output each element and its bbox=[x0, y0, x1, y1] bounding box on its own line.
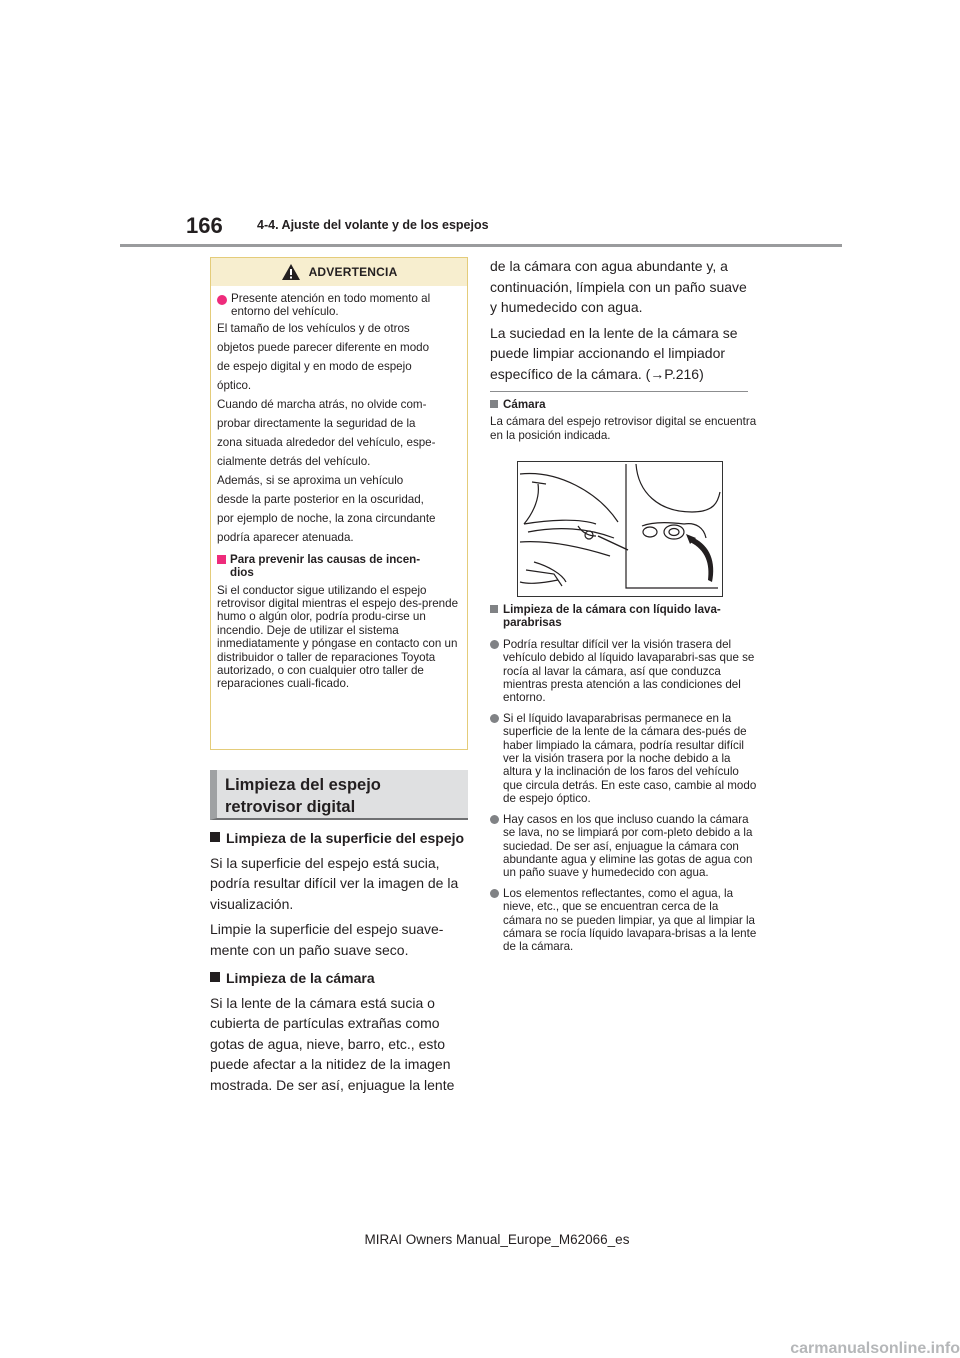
grey-bullet-icon bbox=[490, 889, 499, 898]
list-item bbox=[490, 813, 758, 880]
subheading-line: Para prevenir las causas de incen- bbox=[230, 552, 421, 566]
arrow-icon bbox=[690, 538, 713, 582]
pink-bullet-icon bbox=[217, 295, 227, 305]
footer-text: MIRAI Owners Manual_Europe_M62066_es bbox=[364, 1232, 630, 1247]
mirror-paragraph-2: Limpie la superficie del espejo suave-mente con un paño suave seco. bbox=[210, 921, 444, 958]
car-rear-illustration bbox=[518, 462, 722, 596]
warning-line: óptico. bbox=[217, 378, 252, 392]
warning-line: de espejo digital y en modo de espejo bbox=[217, 359, 412, 373]
washer-heading-text: Limpieza de la cámara con líquido lava-parabrisas bbox=[503, 603, 721, 630]
grey-bullet-icon bbox=[490, 815, 499, 824]
list-item-text: Hay casos en los que incluso cuando la cámara se lava, no se limpiará por com-pleto debido a la suciedad. De ser así, enjuague la cámara con abundante agua y elimine las gotas de agua con un paño suave y humedecido con agua. bbox=[503, 812, 753, 880]
washer-heading bbox=[490, 603, 758, 630]
footer bbox=[0, 1232, 960, 1247]
fire-subheading bbox=[217, 553, 459, 580]
camera-paragraph-1: Si la lente de la cámara está sucia o cubierta de partículas extrañas como gotas de agua, nieve, barro, etc., esto puede afectar a la nitidez de la imagen mostrada. De ser así, enjuague la lente bbox=[210, 994, 455, 1093]
warning-line: probar directamente la seguridad de la bbox=[217, 416, 416, 430]
grey-square-icon bbox=[490, 605, 498, 613]
warning-bullet-text: Presente atención en todo momento al entorno del vehículo. bbox=[231, 292, 431, 319]
fire-warning-text: Si el conductor sigue utilizando el espejo retrovisor digital mientras el espejo des-prende humo o algún olor, podría produ-cirse un incendio. Deje de utilizar el sistema inmediatamente y póngase en contacto con un distribuidor o taller de reparaciones Toyota autorizado, o con cualquier otro taller de reparaciones cuali-ficado. bbox=[217, 583, 459, 691]
warning-line: podría aparecer atenuada. bbox=[217, 530, 354, 544]
list-item-text: Los elementos reflectantes, como el agua, la nieve, etc., que se encuentran cerca de la cámara no se pueden limpiar, ya que al limpiar la cámara se rocía líquido lavapara-brisas a la lente de la cámara. bbox=[503, 886, 757, 954]
camera-location-illustration bbox=[517, 461, 723, 597]
black-square-icon bbox=[210, 832, 220, 842]
section-header: 4-4. Ajuste del volante y de los espejos bbox=[257, 218, 489, 232]
grey-bullet-icon bbox=[490, 714, 499, 723]
warning-line: objetos puede parecer diferente en modo bbox=[217, 340, 430, 354]
black-square-icon bbox=[210, 972, 220, 982]
rinse-paragraph: de la cámara con agua abundante y, a continuación, límpiela con un paño suave y humedecido con agua. bbox=[490, 258, 747, 315]
grey-square-icon bbox=[490, 400, 498, 408]
left-column bbox=[210, 828, 470, 1100]
list-item-text: Podría resultar difícil ver la visión trasera del vehículo debido al líquido lavaparabri-sas que se rocía al lavar la cámara, así que conduzca mientras presta atención a las condiciones del entorno. bbox=[503, 637, 755, 705]
watermark[interactable]: carmanualsonline.info bbox=[790, 1340, 960, 1357]
warning-title: ADVERTENCIA bbox=[308, 265, 398, 279]
section-title: Limpieza del espejo retrovisor digital bbox=[225, 776, 381, 816]
camera-heading-text: Cámara bbox=[503, 398, 546, 411]
warning-line: por ejemplo de noche, la zona circundante bbox=[217, 511, 436, 525]
pink-square-icon bbox=[217, 555, 226, 564]
header-divider bbox=[120, 244, 842, 247]
camera-location-text: La cámara del espejo retrovisor digital se encuentra en la posición indicada. bbox=[490, 415, 757, 442]
mirror-cleaning-heading bbox=[210, 828, 470, 849]
section-title-box bbox=[210, 770, 468, 820]
warning-bullet bbox=[217, 292, 459, 319]
warning-line: desde la parte posterior en la oscuridad, bbox=[217, 492, 424, 506]
camera-cleaning-heading bbox=[210, 968, 470, 989]
warning-line: cialmente detrás del vehículo. bbox=[217, 454, 371, 468]
mirror-cleaning-heading-text: Limpieza de la superficie del espejo bbox=[226, 830, 465, 846]
camera-cleaning-heading-text: Limpieza de la cámara bbox=[226, 970, 375, 986]
right-top-text bbox=[490, 256, 755, 389]
warning-body bbox=[211, 286, 467, 691]
fire-subheading-text bbox=[230, 553, 420, 580]
page-number: 166 bbox=[186, 213, 223, 238]
list-item bbox=[490, 887, 758, 954]
warning-title-bar bbox=[211, 258, 467, 286]
list-item-text: Si el líquido lavaparabrisas permanece en la superficie de la lente de la cámara des-pués de haber limpiado la cámara, podría resultar difícil ver la visión trasera por la noche debido a la altura y la inclinación de los faros del vehículo que circula detrás. En este caso, cambie al modo de espejo óptico. bbox=[503, 711, 757, 806]
right-divider bbox=[490, 391, 748, 392]
list-item bbox=[490, 638, 758, 705]
grey-bullet-icon bbox=[490, 640, 499, 649]
warning-line: zona situada alrededor del vehículo, espe- bbox=[217, 435, 436, 449]
warning-triangle-icon bbox=[281, 263, 301, 281]
wiper-paragraph: La suciedad en la lente de la cámara se puede limpiar accionando el limpiador específico de la cámara. (→P.216) bbox=[490, 324, 738, 382]
mirror-paragraph-1: Si la superficie del espejo está sucia, podría resultar difícil ver la imagen de la visualización. bbox=[210, 854, 459, 912]
washer-fluid-block bbox=[490, 603, 758, 961]
list-item bbox=[490, 712, 758, 806]
warning-line: Cuando dé marcha atrás, no olvide com- bbox=[217, 397, 427, 411]
subheading-line: dios bbox=[230, 566, 254, 580]
warning-box bbox=[210, 257, 468, 750]
camera-location-block bbox=[490, 398, 758, 448]
warning-line: Además, si se aproxima un vehículo bbox=[217, 473, 404, 487]
warning-line: El tamaño de los vehículos y de otros bbox=[217, 321, 410, 335]
camera-heading bbox=[490, 398, 758, 411]
